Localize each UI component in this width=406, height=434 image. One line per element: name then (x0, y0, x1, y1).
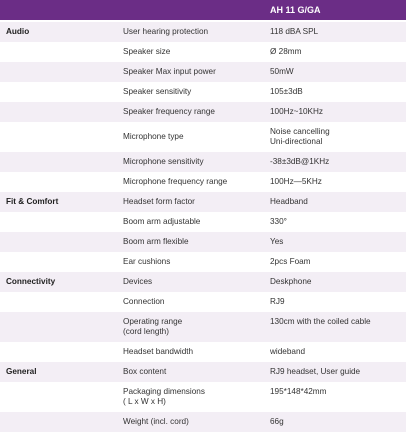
section-label (6, 252, 116, 272)
spec-label (123, 312, 268, 342)
table-row (0, 192, 406, 212)
spec-label: Speaker size (123, 47, 171, 56)
spec-value: 100Hz—5KHz (270, 177, 322, 186)
section-label (6, 82, 116, 102)
spec-label: Headset bandwidth (123, 347, 194, 356)
spec-value: 105±3dB (270, 87, 303, 96)
spec-value: 118 dBA SPL (270, 27, 319, 36)
section-label (6, 342, 116, 362)
spec-label: Speaker frequency range (123, 107, 215, 116)
section-label: Connectivity (6, 277, 56, 286)
table-row (0, 412, 406, 432)
spec-label: Connection (123, 297, 165, 306)
table-row (0, 82, 406, 102)
spec-label: Microphone type (123, 132, 184, 141)
spec-label: User hearing protection (123, 27, 209, 36)
section-label (6, 102, 116, 122)
spec-value: 130cm with the coiled cable (270, 317, 371, 326)
section-label: Audio (6, 27, 30, 36)
spec-value: Yes (270, 237, 284, 246)
table-row (0, 172, 406, 192)
section-label (6, 62, 116, 82)
spec-value: Ø 28mm (270, 47, 302, 56)
section-label (6, 122, 116, 152)
spec-value: Headband (270, 197, 308, 206)
section-label (6, 152, 116, 172)
spec-label: Microphone frequency range (123, 177, 228, 186)
spec-value: wideband (270, 347, 306, 356)
table-row (0, 232, 406, 252)
table-header (0, 0, 406, 20)
spec-label-line: Packaging dimensions (123, 387, 205, 396)
spec-label: Speaker sensitivity (123, 87, 192, 96)
spec-label: Box content (123, 367, 167, 376)
spec-label-line: Operating range (123, 317, 183, 326)
table-row (0, 62, 406, 82)
section-label (6, 42, 116, 62)
table-row (0, 102, 406, 122)
section-label: Fit & Comfort (6, 197, 59, 206)
spec-value (270, 122, 404, 152)
spec-value: 50mW (270, 67, 294, 76)
spec-label: Headset form factor (123, 197, 195, 206)
table-row (0, 22, 406, 42)
section-label (6, 292, 116, 312)
section-label (6, 172, 116, 192)
table-row (0, 212, 406, 232)
spec-label-line: (cord length) (123, 327, 169, 336)
model-name: AH 11 G/GA (270, 5, 321, 15)
section-label: General (6, 367, 37, 376)
spec-value: 100Hz~10KHz (270, 107, 324, 116)
table-row (0, 152, 406, 172)
table-row (0, 312, 406, 342)
section-label (6, 412, 116, 432)
spec-label: Devices (123, 277, 153, 286)
table-row (0, 292, 406, 312)
table-row (0, 122, 406, 152)
spec-value-line: Uni-directional (270, 137, 323, 146)
section-label (6, 382, 116, 412)
spec-value: 66g (270, 417, 284, 426)
table-row (0, 362, 406, 382)
section-label (6, 232, 116, 252)
table-row (0, 342, 406, 362)
spec-label-line: ( L x W x H) (123, 397, 166, 406)
spec-label: Ear cushions (123, 257, 171, 266)
spec-value: 195*148*42mm (270, 387, 327, 396)
table-row (0, 382, 406, 412)
spec-value-line: Noise cancelling (270, 127, 330, 136)
table-row (0, 252, 406, 272)
spec-label: Speaker Max input power (123, 67, 216, 76)
table-row (0, 272, 406, 292)
section-label (6, 212, 116, 232)
spec-value: Deskphone (270, 277, 312, 286)
spec-value: 330° (270, 217, 287, 226)
table-row (0, 42, 406, 62)
section-label (6, 312, 116, 342)
spec-value: RJ9 (270, 297, 285, 306)
spec-label: Boom arm adjustable (123, 217, 201, 226)
spec-label (123, 382, 268, 412)
spec-value: RJ9 headset, User guide (270, 367, 361, 376)
spec-label: Weight (incl. cord) (123, 417, 189, 426)
spec-label: Boom arm flexible (123, 237, 189, 246)
spec-value: -38±3dB@1KHz (270, 157, 330, 166)
spec-label: Microphone sensitivity (123, 157, 204, 166)
spec-value: 2pcs Foam (270, 257, 311, 266)
